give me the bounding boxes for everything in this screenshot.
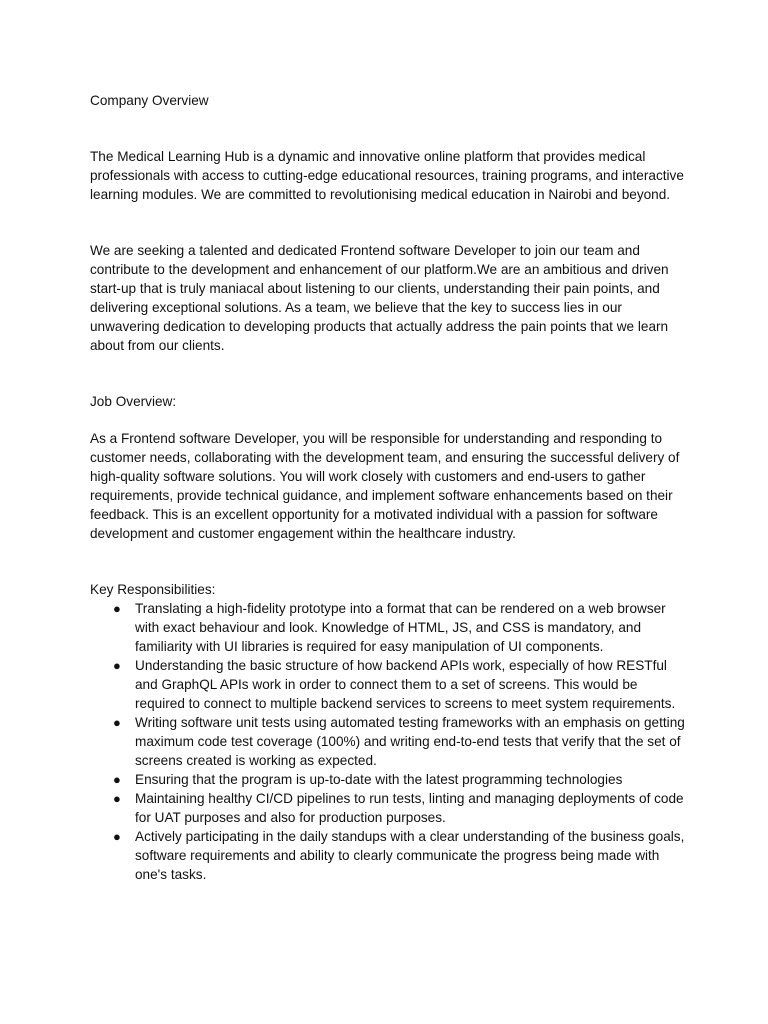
bullet-icon: ● bbox=[113, 601, 121, 616]
responsibility-text: Actively participating in the daily standups with a clear understanding of the business goals, software requirements and ability to clearly communicate the progress being made with one's tasks. bbox=[135, 829, 685, 882]
document-page bbox=[90, 91, 690, 884]
bullet-icon: ● bbox=[113, 791, 121, 806]
responsibility-item bbox=[90, 656, 690, 713]
responsibility-text: Maintaining healthy CI/CD pipelines to run tests, linting and managing deployments of code for UAT purposes and also for production purposes. bbox=[135, 791, 684, 825]
bullet-icon: ● bbox=[113, 772, 121, 787]
company-overview-paragraph-1: The Medical Learning Hub is a dynamic and innovative online platform that provides medical professionals with access to cutting-edge educational resources, training programs, and interactive learning modules. We are committed to revolutionising medical education in Nairobi and beyond. bbox=[90, 149, 684, 202]
responsibility-item bbox=[90, 789, 690, 827]
key-responsibilities-list bbox=[90, 599, 690, 884]
responsibility-text: Translating a high-fidelity prototype into a format that can be rendered on a web browser with exact behaviour and look. Knowledge of HTML, JS, and CSS is mandatory, and familiarity with UI libraries is required for easy manipulation of UI components. bbox=[135, 601, 666, 654]
responsibility-text: Ensuring that the program is up-to-date with the latest programming technologies bbox=[135, 772, 623, 787]
responsibility-item bbox=[90, 599, 690, 656]
responsibility-item bbox=[90, 713, 690, 770]
responsibility-text: Writing software unit tests using automated testing frameworks with an emphasis on getting maximum code test coverage (100%) and writing end-to-end tests that verify that the set of screens created is working as expected. bbox=[135, 715, 685, 768]
key-responsibilities-heading: Key Responsibilities: bbox=[90, 582, 216, 597]
responsibility-text: Understanding the basic structure of how backend APIs work, especially of how RESTful and GraphQL APIs work in order to connect them to a set of screens. This would be required to connect to multiple backend services to screens to meet system requirements. bbox=[135, 658, 676, 711]
responsibility-item bbox=[90, 770, 690, 789]
responsibility-item bbox=[90, 827, 690, 884]
company-overview-paragraph-2: We are seeking a talented and dedicated Frontend software Developer to join our team and contribute to the development and enhancement of our platform.We are an ambitious and driven start-up that is truly maniacal about listening to our clients, understanding their pain points, and delivering exceptional solutions. As a team, we believe that the key to success lies in our unwavering dedication to developing products that actually address the pain points that we learn about from our clients. bbox=[90, 243, 669, 353]
bullet-icon: ● bbox=[113, 829, 121, 844]
bullet-icon: ● bbox=[113, 658, 121, 673]
bullet-icon: ● bbox=[113, 715, 121, 730]
job-overview-paragraph: As a Frontend software Developer, you will be responsible for understanding and responding to customer needs, collaborating with the development team, and ensuring the successful delivery of high-quality software solutions. You will work closely with customers and end-users to gather requirements, provide technical guidance, and implement software enhancements based on their feedback. This is an excellent opportunity for a motivated individual with a passion for software development and customer engagement within the healthcare industry. bbox=[90, 431, 680, 541]
company-overview-heading: Company Overview bbox=[90, 93, 209, 108]
job-overview-heading: Job Overview: bbox=[90, 394, 177, 409]
